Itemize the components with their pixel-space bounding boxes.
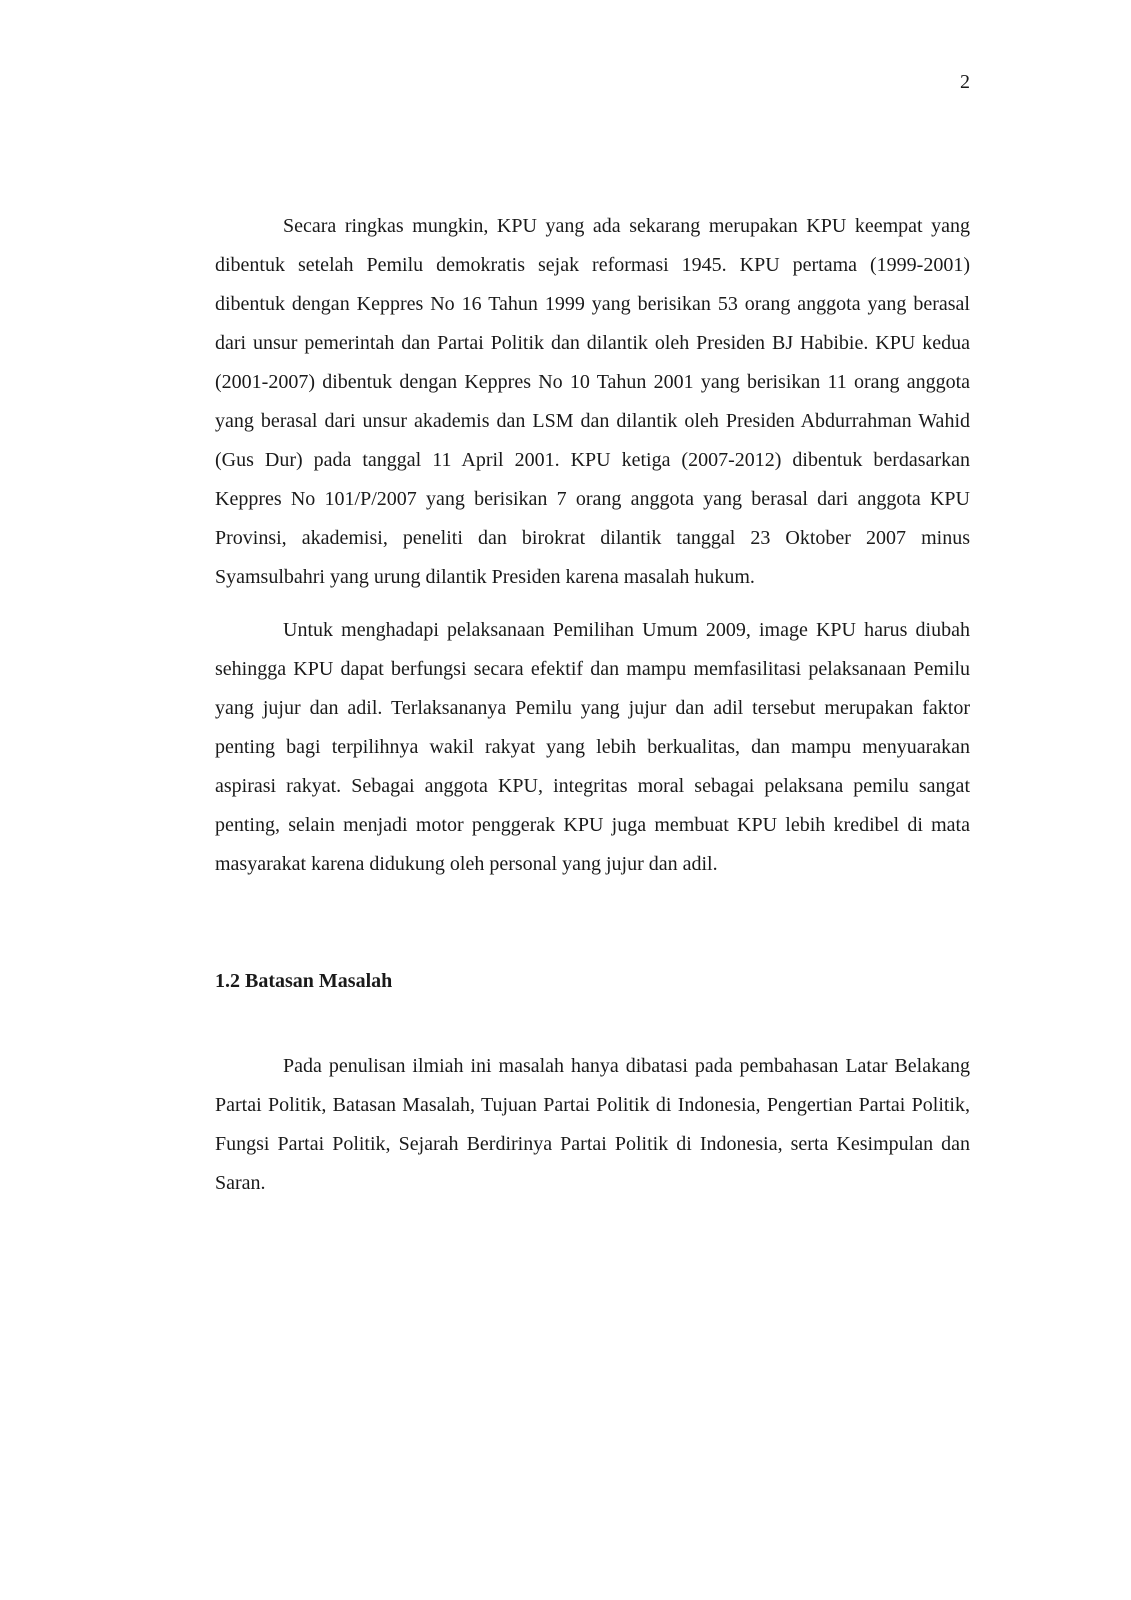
document-body (215, 207, 970, 1203)
paragraph-kpu-integrity: Untuk menghadapi pelaksanaan Pemilihan Umum 2009, image KPU harus diubah sehingga KPU dapat berfungsi secara efektif dan mampu memfasilitasi pelaksanaan Pemilu yang jujur dan adil. Terlaksananya Pemilu yang jujur dan adil tersebut merupakan faktor penting bagi terpilihnya wakil rakyat yang lebih berkualitas, dan mampu menyuarakan aspirasi rakyat. Sebagai anggota KPU, integritas moral sebagai pelaksana pemilu sangat penting, selain menjadi motor penggerak KPU juga membuat KPU lebih kredibel di mata masyarakat karena didukung oleh personal yang jujur dan adil. (215, 619, 970, 875)
paragraph-scope: Pada penulisan ilmiah ini masalah hanya dibatasi pada pembahasan Latar Belakang Partai Politik, Batasan Masalah, Tujuan Partai Politik di Indonesia, Pengertian Partai Politik, Fungsi Partai Politik, Sejarah Berdirinya Partai Politik di Indonesia, serta Kesimpulan dan Saran. (215, 1055, 970, 1194)
paragraph-kpu-history: Secara ringkas mungkin, KPU yang ada sekarang merupakan KPU keempat yang dibentuk setelah Pemilu demokratis sejak reformasi 1945. KPU pertama (1999-2001) dibentuk dengan Keppres No 16 Tahun 1999 yang berisikan 53 orang anggota yang berasal dari unsur pemerintah dan Partai Politik dan dilantik oleh Presiden BJ Habibie. KPU kedua (2001-2007) dibentuk dengan Keppres No 10 Tahun 2001 yang berisikan 11 orang anggota yang berasal dari unsur akademis dan LSM dan dilantik oleh Presiden Abdurrahman Wahid (Gus Dur) pada tanggal 11 April 2001. KPU ketiga (2007-2012) dibentuk berdasarkan Keppres No 101/P/2007 yang berisikan 7 orang anggota yang berasal dari anggota KPU Provinsi, akademisi, peneliti dan birokrat dilantik tanggal 23 Oktober 2007 minus Syamsulbahri yang urung dilantik Presiden karena masalah hukum. (215, 215, 970, 588)
section-heading: 1.2 Batasan Masalah (215, 970, 393, 992)
page-number: 2 (960, 71, 970, 93)
section-body (215, 1047, 970, 1203)
